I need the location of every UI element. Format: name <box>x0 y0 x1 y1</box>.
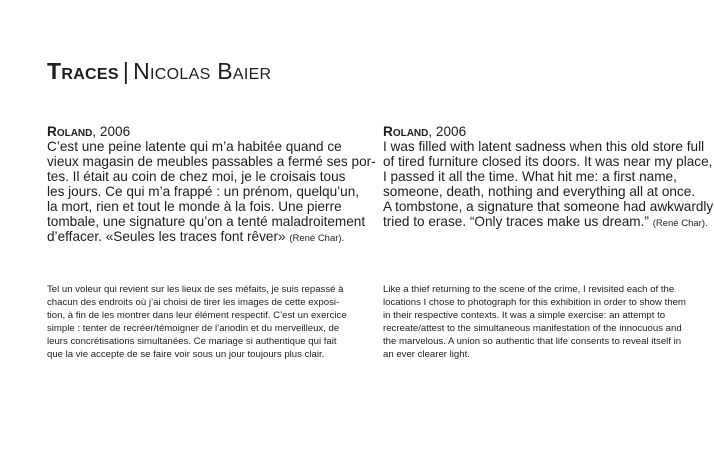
statement-line: recreate/attest to the simultaneous manifestation of the innocuous and <box>383 323 682 334</box>
statement-line: in their respective contexts. It was a simple exercise: an attempt to <box>383 310 666 321</box>
statement-line: chacun des endroits où j’ai choisi de tirer les images de cette exposi- <box>47 297 340 308</box>
exhibition-title: Traces <box>47 58 119 84</box>
poem-line: I was filled with latent sadness when this old store full <box>383 139 705 154</box>
poem-line: I passed it all the time. What hit me: a first name, <box>383 169 677 184</box>
poem-last-text: tried to erase. “Only traces make us dream.” <box>383 214 649 229</box>
quote-credit: (René Char). <box>289 233 345 244</box>
statement-line: an ever clearer light. <box>383 349 470 360</box>
poem-line: tes. Il était au coin de chez moi, je le croisais tous <box>47 169 346 184</box>
statement-line: que la vie accepte de se faire voir sous un jour toujours plus clair. <box>47 349 325 360</box>
french-work-year: , 2006 <box>92 124 131 139</box>
english-work-year: , 2006 <box>428 124 467 139</box>
poem-line-last <box>47 229 363 246</box>
poem-line: someone, death, nothing and everything all at once. <box>383 184 696 199</box>
statement-line: tion, à fin de les montrer dans leur élément respectif. C’est un exercice <box>47 310 347 321</box>
poem-line-last <box>383 214 708 231</box>
poem-line: A tombstone, a signature that someone had awkwardly <box>383 199 714 214</box>
french-work-title: Roland <box>47 124 93 139</box>
english-statement <box>383 283 701 361</box>
poem-line: les jours. Ce qui m’a frappé : un prénom, quelqu’un, <box>47 184 360 199</box>
title-separator: | <box>122 58 130 84</box>
english-poem-block <box>383 124 714 231</box>
page-title <box>47 58 271 85</box>
french-poem-block <box>47 124 376 246</box>
statement-line: Like a thief returning to the scene of the crime, I revisited each of the <box>383 284 675 295</box>
french-work-heading <box>47 124 363 139</box>
poem-line: of tired furniture closed its doors. It was near my place, <box>383 154 713 169</box>
french-poem <box>47 139 376 246</box>
english-work-title: Roland <box>383 124 429 139</box>
poem-line: tombale, une signature qu’on a tenté maladroitement <box>47 214 366 229</box>
statement-line: Tel un voleur qui revient sur les lieux de ses méfaits, je suis repassé à <box>47 284 344 295</box>
artist-name: Nicolas Baier <box>133 58 272 84</box>
french-statement <box>47 283 363 361</box>
quote-credit: (René Char). <box>652 218 708 229</box>
english-poem <box>383 139 714 231</box>
poem-last-text: d’effacer. «Seules les traces font rêver» <box>47 229 286 244</box>
poem-line: C’est une peine latente qui m’a habitée quand ce <box>47 139 342 154</box>
statement-line: the marvelous. A union so authentic that life consents to reveal itself in <box>383 336 682 347</box>
poem-line: la mort, rien et tout le monde à la fois. Une pierre <box>47 199 342 214</box>
english-work-heading <box>383 124 701 139</box>
statement-line: simple : tenter de recréer/témoigner de l’anodin et du merveilleux, de <box>47 323 340 334</box>
statement-line: leurs concrétisations simultanées. Ce mariage si authentique qui fait <box>47 336 337 347</box>
statement-line: locations I chose to photograph for this exhibition in order to show them <box>383 297 686 308</box>
poem-line: vieux magasin de meubles passables a fermé ses por- <box>47 154 376 169</box>
